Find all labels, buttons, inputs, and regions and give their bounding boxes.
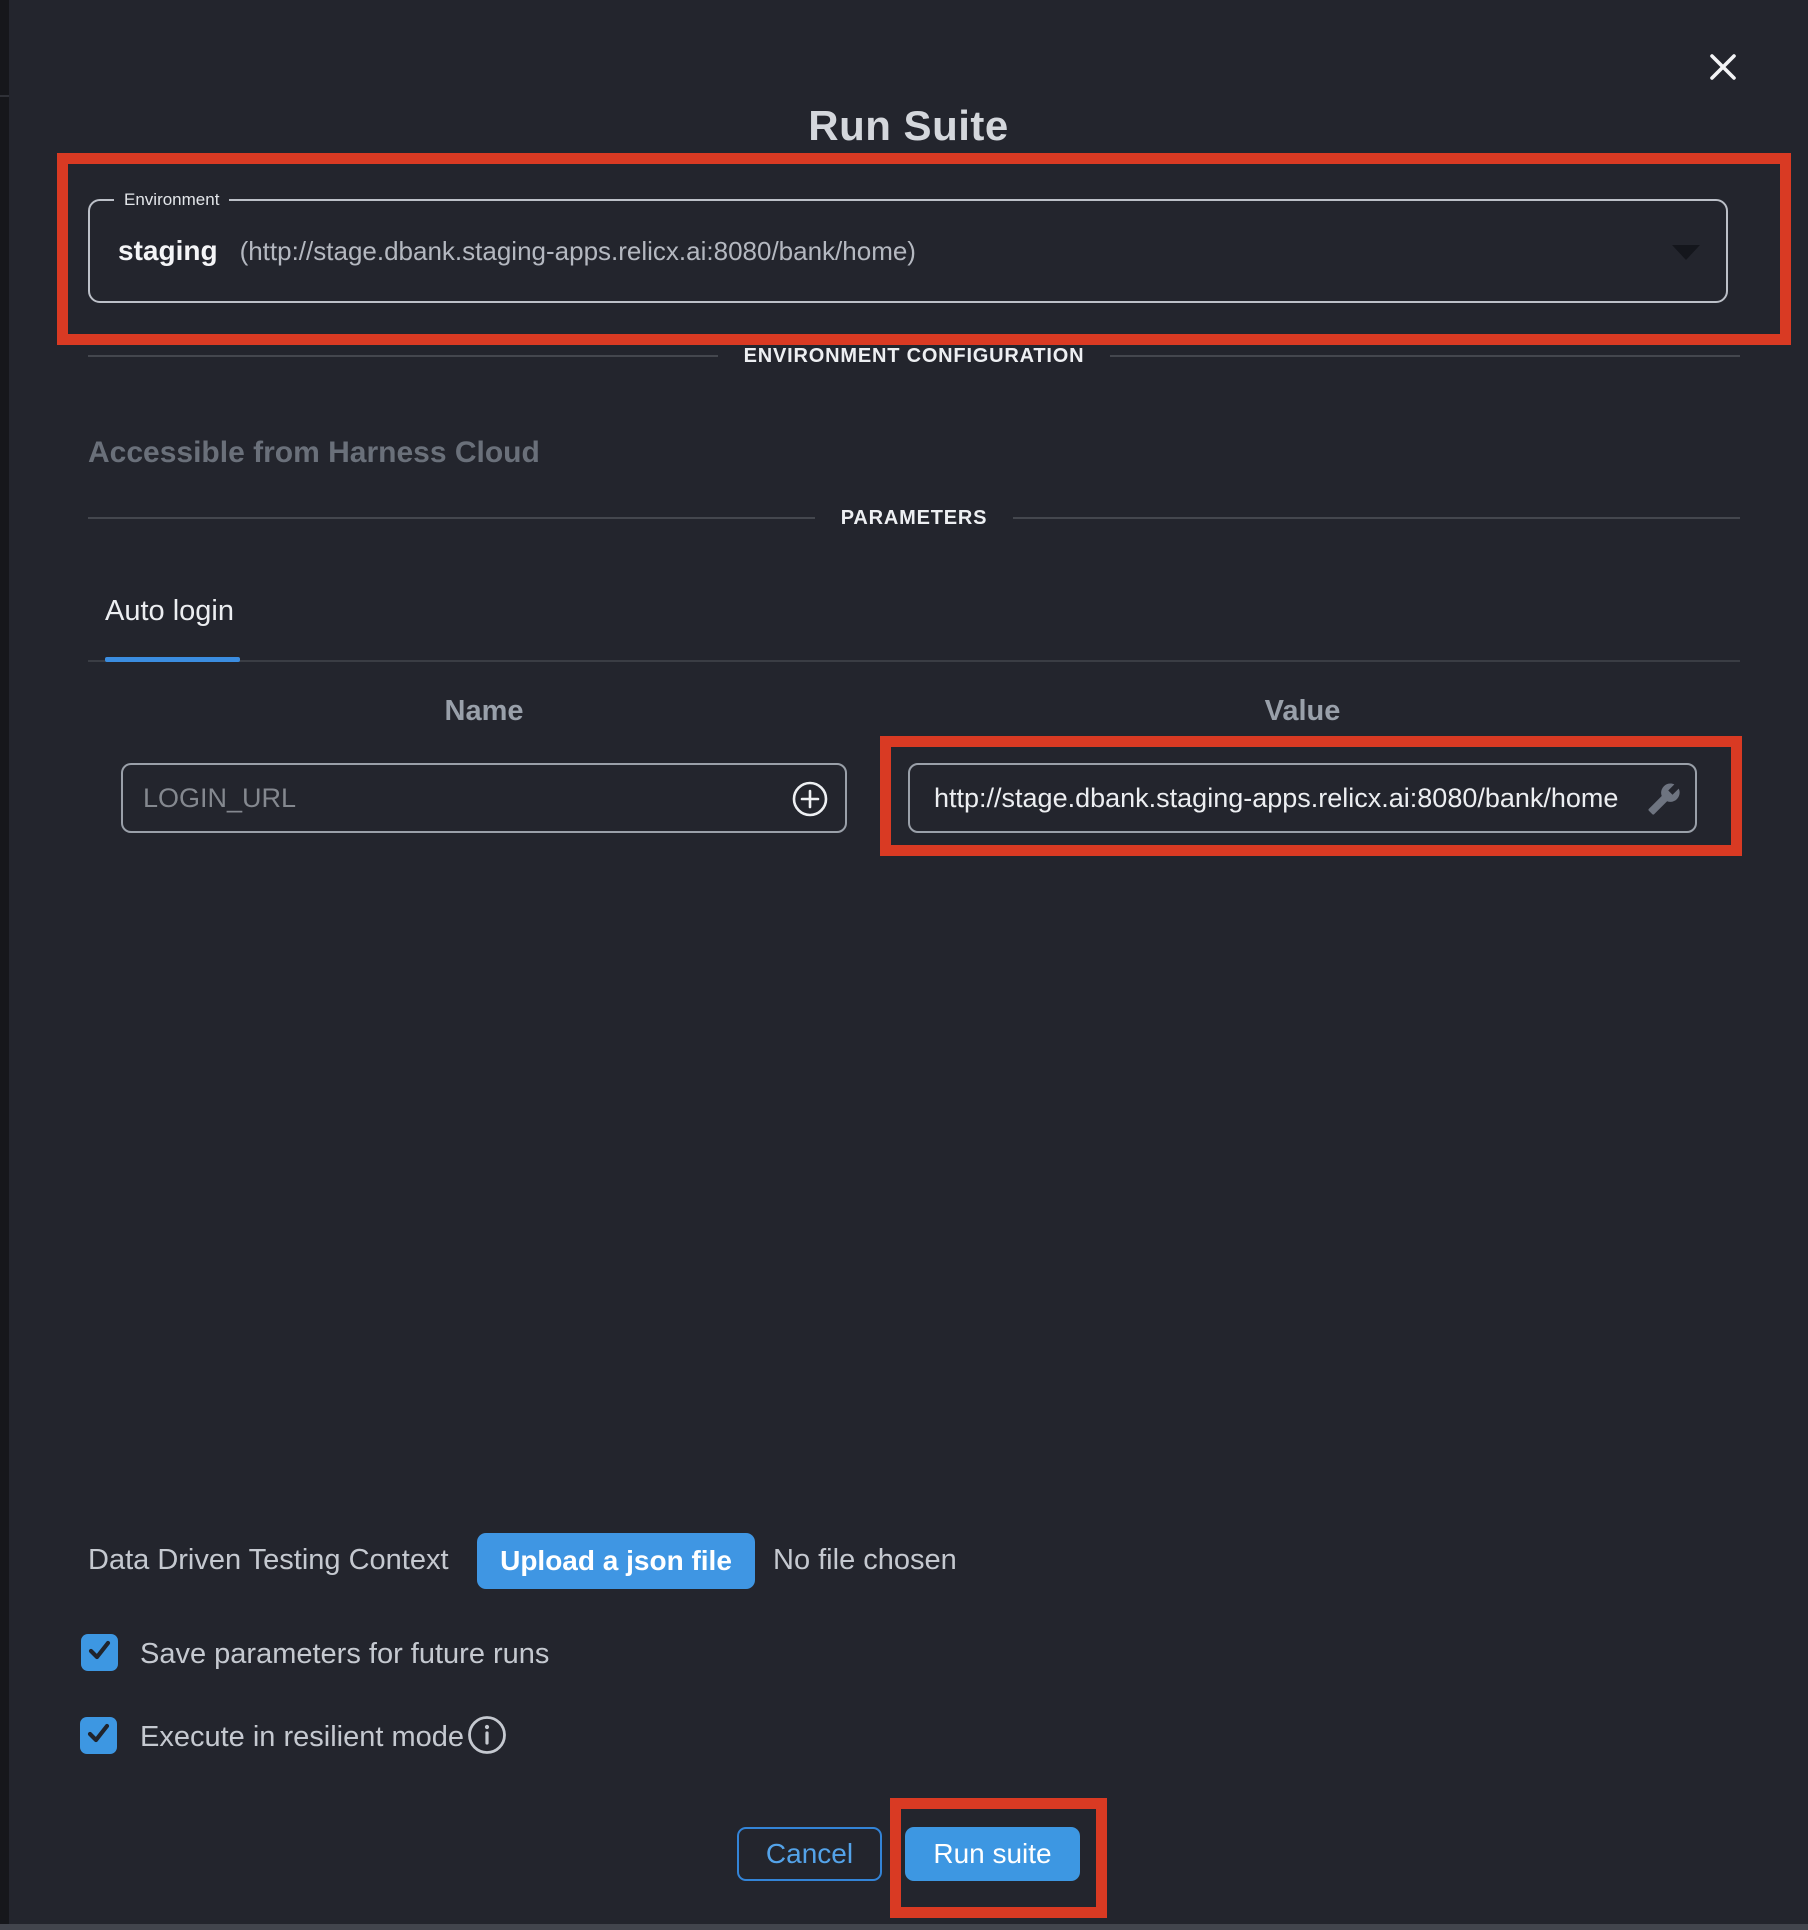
param-value-input[interactable]	[910, 765, 1695, 831]
tab-auto-login[interactable]: Auto login	[105, 595, 234, 627]
save-parameters-label: Save parameters for future runs	[140, 1638, 550, 1670]
resilient-mode-label: Execute in resilient mode	[140, 1721, 464, 1753]
info-icon[interactable]	[466, 1714, 508, 1756]
param-name-input[interactable]	[123, 765, 845, 831]
page-edge-divider	[0, 95, 9, 97]
divider-line	[88, 355, 718, 357]
checkmark-icon	[85, 1720, 112, 1752]
run-suite-button-label: Run suite	[933, 1838, 1052, 1869]
environment-configuration-divider	[88, 338, 1740, 374]
environment-label: Environment	[114, 188, 229, 212]
data-driven-context-label: Data Driven Testing Context	[88, 1544, 449, 1576]
cancel-button[interactable]	[737, 1827, 882, 1881]
cancel-button-label: Cancel	[765, 1838, 854, 1869]
close-icon	[1708, 52, 1738, 85]
page-bottom-edge	[0, 1924, 1808, 1930]
checkmark-icon	[86, 1637, 113, 1669]
environment-select[interactable]	[88, 190, 1728, 303]
save-parameters-checkbox[interactable]	[81, 1634, 118, 1671]
environment-selected-url: (http://stage.dbank.staging-apps.relicx.ai:8080/bank/home)	[239, 235, 916, 266]
parameters-title: PARAMETERS	[840, 506, 988, 529]
upload-json-button-label: Upload a json file	[500, 1545, 732, 1576]
add-parameter-icon[interactable]	[791, 780, 829, 818]
accessible-from-harness-cloud-heading: Accessible from Harness Cloud	[88, 436, 540, 469]
close-button[interactable]	[1701, 46, 1745, 90]
chevron-down-icon	[1672, 245, 1700, 260]
run-suite-button[interactable]	[905, 1827, 1080, 1881]
active-tab-indicator	[105, 657, 240, 662]
wrench-icon[interactable]	[1647, 782, 1681, 816]
tabs-underline	[88, 660, 1740, 662]
resilient-mode-checkbox[interactable]	[80, 1717, 117, 1754]
dialog-title: Run Suite	[808, 102, 1009, 149]
divider-line	[1110, 355, 1740, 357]
divider-line	[1013, 517, 1740, 519]
parameters-divider	[88, 500, 1740, 536]
param-value-field	[908, 763, 1697, 833]
environment-selected-name: staging	[118, 235, 218, 266]
name-column-header: Name	[444, 695, 524, 727]
upload-json-button[interactable]	[477, 1533, 755, 1589]
param-name-field	[121, 763, 847, 833]
environment-configuration-title: ENVIRONMENT CONFIGURATION	[743, 344, 1085, 367]
file-status-text: No file chosen	[773, 1544, 957, 1576]
divider-line	[88, 517, 815, 519]
value-column-header: Value	[1264, 695, 1341, 727]
